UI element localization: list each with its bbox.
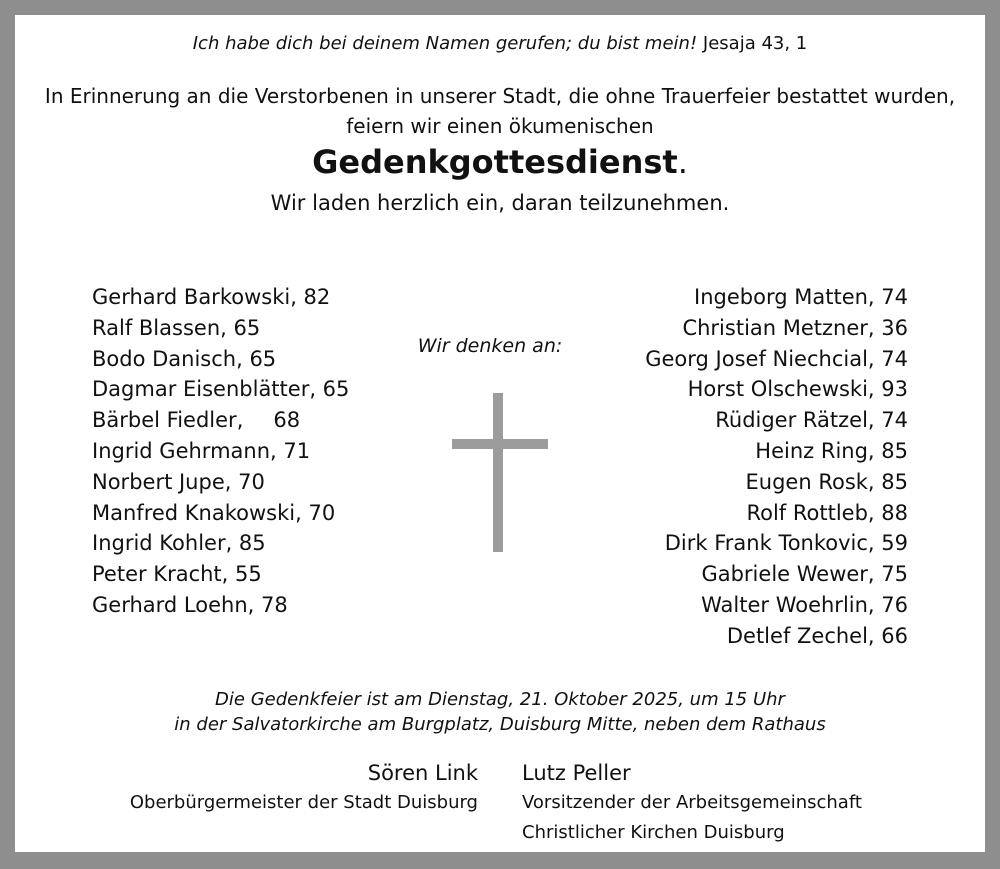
name-entry: Ingrid Kohler, 85 [92,531,266,556]
signature-chairman [522,758,862,848]
name-entry: Horst Olschewski, 93 [687,377,908,402]
invitation-line: Wir laden herzlich ein, daran teilzunehmen. [270,191,730,215]
name-entry: Dagmar Eisenblätter, 65 [92,377,350,402]
remember-label: Wir denken an: [417,335,563,357]
event-details [15,687,985,737]
signature-name: Sören Link [367,761,478,785]
name-entry-fiedler-name: Bärbel Fiedler, [92,408,244,433]
names-list-right [645,282,908,652]
name-entry: Walter Woehrlin, 76 [701,592,908,617]
service-title-dot: . [677,143,688,181]
name-entry: Heinz Ring, 85 [755,438,908,463]
service-title [15,143,985,181]
quote-reference: Jesaja 43, 1 [702,33,808,54]
name-entry: Eugen Rosk, 85 [745,469,908,494]
signature-role-line-1: Vorsitzender der Arbeitsgemeinschaft [522,792,862,813]
name-entry: Gerhard Loehn, 78 [92,592,288,617]
intro-line-1: In Erinnerung an die Verstorbenen in unserer Stadt, die ohne Trauerfeier bestattet wurden, [44,84,956,108]
signature-name: Lutz Peller [522,761,631,785]
name-entry: Ralf Blassen, 65 [92,315,261,340]
cross-horizontal-beam [452,439,548,449]
cross-vertical-beam [493,393,503,552]
intro-text [15,81,985,141]
event-date-line: Die Gedenkfeier ist am Dienstag, 21. Oktober 2025, um 15 Uhr [215,689,785,710]
name-entry: Bodo Danisch, 65 [92,346,277,371]
names-list-left [92,282,349,621]
name-entry-fiedler [92,405,349,436]
name-entry-fiedler-age: 68 [273,408,301,433]
name-entry: Gerhard Barkowski, 82 [92,285,331,309]
signature-role-line-2: Christlicher Kirchen Duisburg [522,822,785,843]
name-entry: Detlef Zechel, 66 [726,623,908,648]
bible-quote [15,33,985,54]
memorial-notice-card [15,15,985,852]
name-entry: Rüdiger Rätzel, 74 [715,408,908,433]
name-entry: Christian Metzner, 36 [682,315,908,340]
name-entry: Ingeborg Matten, 74 [694,285,908,309]
name-entry: Ingrid Gehrmann, 71 [92,438,311,463]
service-title-text: Gedenkgottesdienst [312,143,678,181]
name-entry: Manfred Knakowski, 70 [92,500,336,525]
signature-mayor [130,758,478,818]
quote-text: Ich habe dich bei deinem Namen gerufen; du bist mein! [192,33,698,54]
name-entry: Peter Kracht, 55 [92,562,262,587]
signature-role: Oberbürgermeister der Stadt Duisburg [129,792,478,813]
intro-line-2: feiern wir einen ökumenischen [346,114,654,138]
event-location-line: in der Salvatorkirche am Burgplatz, Duisburg Mitte, neben dem Rathaus [174,714,826,735]
name-entry: Dirk Frank Tonkovic, 59 [664,531,908,556]
name-entry: Georg Josef Niechcial, 74 [645,346,908,371]
name-entry: Gabriele Wewer, 75 [701,562,908,587]
name-entry: Norbert Jupe, 70 [92,469,265,494]
name-entry: Rolf Rottleb, 88 [746,500,908,525]
